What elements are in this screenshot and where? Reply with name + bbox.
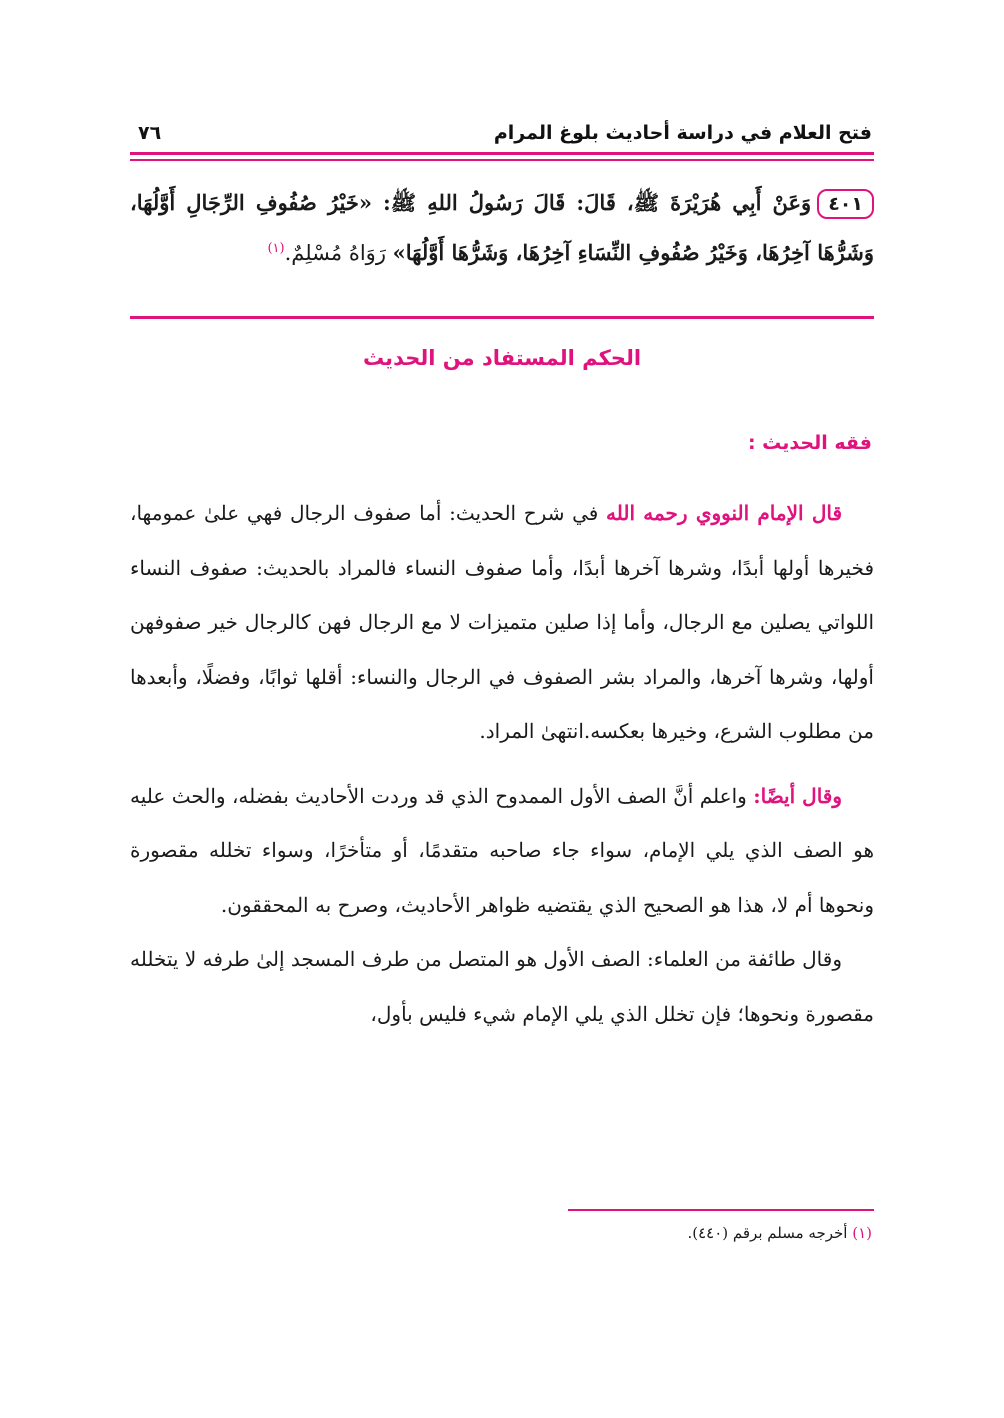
header-rule-bottom	[130, 159, 874, 161]
hadith-block	[130, 180, 874, 276]
hadith-text: وَعَنْ أَبِي هُرَيْرَةَ ﷺ، قَالَ: قَالَ رَسُولُ اللهِ ﷺ: «خَيْرُ صُفُوفِ الرِّجَالِ أَوَّلُهَا، وَشَرُّهَا آخِرُهَا، وَخَيْرُ صُفُوفِ النِّسَاءِ آخِرُهَا، وَشَرُّهَا أَوَّلُهَا»	[130, 190, 874, 265]
paragraph	[130, 769, 874, 933]
hadith-narration: رَوَاهُ مُسْلِمٌ.	[284, 241, 393, 265]
page	[130, 0, 874, 1418]
footnote-reference[interactable]: (١)	[267, 241, 285, 256]
paragraph	[130, 932, 874, 1041]
footnote-rule	[568, 1209, 874, 1211]
footnote-number: (١)	[852, 1224, 872, 1242]
paragraph-lead: وقال أيضًا:	[753, 783, 843, 808]
section-title: الحكم المستفاد من الحديث	[362, 346, 642, 370]
paragraph-text: وقال طائفة من العلماء: الصف الأول هو المتصل من طرف المسجد إلىٰ طرفه لا يتخلله مقصورة ونحوها؛ فإن تخلل الذي يلي الإمام شيء فليس بأول،	[130, 947, 874, 1026]
paragraph-text: واعلم أنَّ الصف الأول الممدوح الذي قد وردت الأحاديث بفضله، والحث عليه هو الصف الذي يلي الإمام، سواء جاء صاحبه متقدمًا، أو متأخرًا، وسواء تخلله مقصورة ونحوها أم لا، هذا هو الصحيح الذي يقتضيه ظواهر الأحاديث، وصرح به المحققون.	[130, 783, 875, 917]
paragraph	[130, 486, 874, 759]
subheading: فقه الحديث :	[747, 432, 872, 454]
footnote-text: أخرجه مسلم برقم (٤٤٠).	[687, 1224, 853, 1242]
page-header	[130, 112, 874, 152]
hadith-rule	[130, 316, 874, 319]
paragraph-text: في شرح الحديث: أما صفوف الرجال فهي علىٰ عمومها، فخيرها أولها أبدًا، وشرها آخرها أبدًا، وأما صفوف النساء فالمراد بالحديث: صفوف النساء اللواتي يصلين مع الرجال، وأما إذا صلين متميزات لا مع الرجال فهن كالرجال خير صفوفهن أولها، وشرها آخرها، والمراد بشر الصفوف في الرجال والنساء: أقلها ثوابًا، وفضلًا، وأبعدها من مطلوب الشرع، وخيرها بعكسه.انتهىٰ المراد.	[130, 501, 874, 743]
paragraph-lead: قال الإمام النووي رحمه الله	[606, 501, 842, 525]
footnote	[687, 1224, 872, 1242]
running-title: فتح العلام في دراسة أحاديث بلوغ المرام	[493, 122, 872, 144]
header-rule-top	[130, 152, 874, 155]
body-text	[130, 486, 874, 1041]
page-number: ٧٦	[138, 122, 162, 144]
hadith-number-badge: ٤٠١	[817, 189, 874, 219]
